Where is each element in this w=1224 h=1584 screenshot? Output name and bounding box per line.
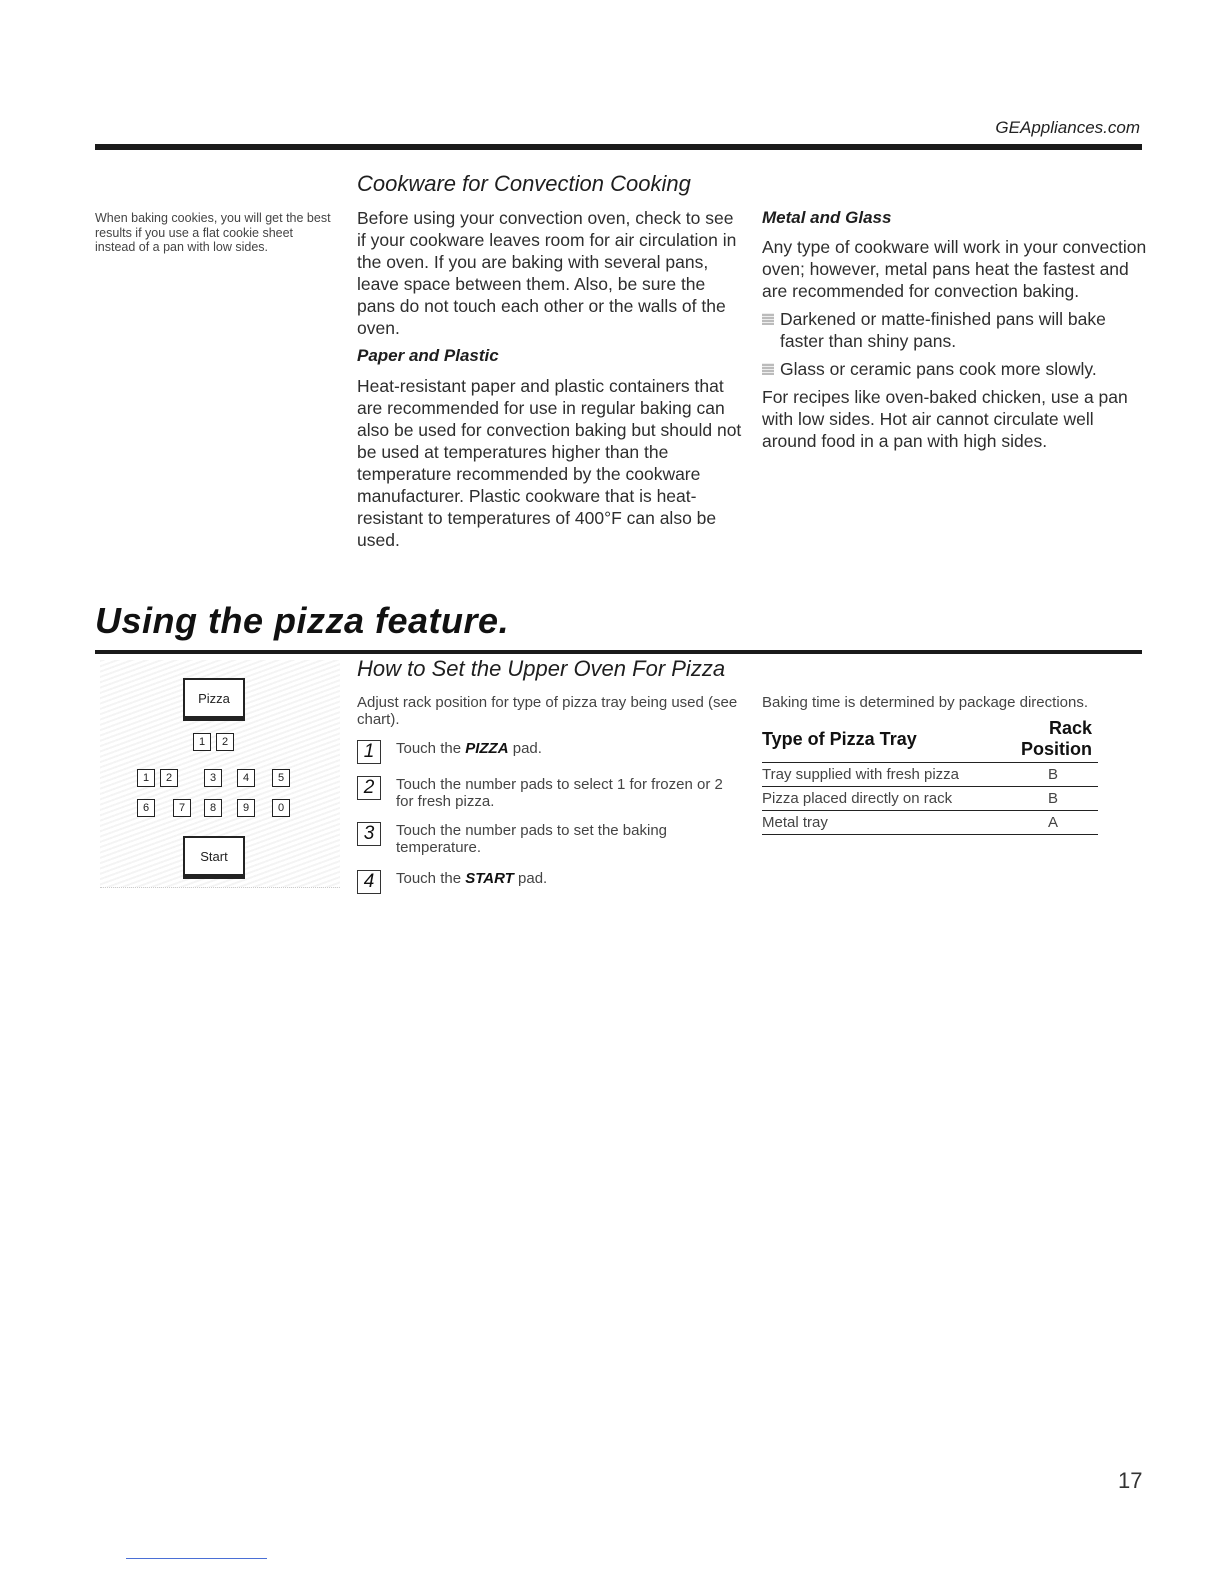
bullet-icon (762, 363, 774, 375)
table-row (762, 787, 1098, 811)
convection-column-left (357, 207, 742, 557)
step-text: Touch the PIZZA pad. (396, 740, 542, 757)
table-cell: B (978, 763, 1098, 787)
number-pad[interactable]: 5 (272, 769, 290, 787)
bullet-icon (762, 313, 774, 325)
step-4 (357, 870, 742, 894)
control-panel-illustration (100, 660, 340, 888)
number-pad[interactable]: 0 (272, 799, 290, 817)
number-pad[interactable]: 1 (137, 769, 155, 787)
section-title-pizza: How to Set the Upper Oven For Pizza (357, 656, 726, 681)
number-pad[interactable]: 2 (216, 733, 234, 751)
table-cell: B (978, 787, 1098, 811)
step-1 (357, 740, 742, 764)
page-number: 17 (1118, 1468, 1143, 1493)
step-text: Touch the number pads to select 1 for frozen or 2 for fresh pizza. (396, 776, 723, 810)
table-cell: Pizza placed directly on rack (762, 787, 978, 811)
baking-time-note: Baking time is determined by package directions. (762, 694, 1089, 711)
page-title: Using the pizza feature. (95, 600, 510, 641)
pizza-intro: Adjust rack position for type of pizza tray being used (see chart). (357, 694, 738, 728)
metal-glass-heading: Metal and Glass (762, 208, 892, 227)
paper-plastic-text: Heat-resistant paper and plastic containers that are recommended for use in regular baking can also be used for convection baking but should not be used at temperatures higher than the temperature recommended by the cookware manufacturer. Plastic cookware that is heat-resistant to temperatures of 400°F can also be used. (357, 376, 742, 550)
table-row (762, 763, 1098, 787)
column-header: Type of Pizza Tray (762, 716, 978, 763)
convection-intro: Before using your convection oven, check to see if your cookware leaves room for air circulation in the oven. If you are baking with several pans, leave space between them. Also, be sure the pans do not touch each other or the walls of the oven. (357, 208, 737, 338)
number-pad[interactable]: 7 (173, 799, 191, 817)
step-2 (357, 776, 742, 810)
section-rule (95, 650, 1142, 654)
section-title-convection: Cookware for Convection Cooking (357, 171, 691, 196)
step-number: 2 (357, 776, 381, 800)
number-pad[interactable]: 9 (237, 799, 255, 817)
step-text: Touch the START pad. (396, 870, 548, 887)
metal-glass-text: Any type of cookware will work in your convection oven; however, metal pans heat the fastest and are recommended for convection baking. (762, 237, 1147, 301)
table-header-row (762, 716, 1098, 763)
step-text: Touch the number pads to set the baking temperature. (396, 822, 668, 856)
step-3 (357, 822, 742, 856)
list-item: Glass or ceramic pans cook more slowly. (762, 358, 1147, 380)
start-pad[interactable]: Start (183, 836, 245, 876)
rack-position-table (762, 716, 1098, 835)
step-number: 1 (357, 740, 381, 764)
number-pad[interactable]: 1 (193, 733, 211, 751)
header-rule (95, 144, 1142, 150)
number-pad[interactable]: 3 (204, 769, 222, 787)
number-pad[interactable]: 6 (137, 799, 155, 817)
pizza-pad[interactable]: Pizza (183, 678, 245, 718)
table-row (762, 811, 1098, 835)
step-number: 3 (357, 822, 381, 846)
convection-column-right (762, 207, 1147, 458)
footer-divider (126, 1558, 267, 1559)
table-cell: Tray supplied with fresh pizza (762, 763, 978, 787)
column-header: Rack Position (978, 716, 1098, 763)
number-pad[interactable]: 4 (237, 769, 255, 787)
table-cell: Metal tray (762, 811, 978, 835)
convection-closing: For recipes like oven-baked chicken, use a pan with low sides. Hot air cannot circulate well around food in a pan with high sides. (762, 387, 1128, 451)
step-number: 4 (357, 870, 381, 894)
sidenote: When baking cookies, you will get the best results if you use a flat cookie sheet instead of a pan with low sides. (95, 211, 331, 254)
table-cell: A (978, 811, 1098, 835)
number-pad[interactable]: 8 (204, 799, 222, 817)
number-pad[interactable]: 2 (160, 769, 178, 787)
site-url: GEAppliances.com (995, 118, 1140, 137)
list-item: Darkened or matte-finished pans will bake faster than shiny pans. (762, 308, 1147, 352)
paper-plastic-heading: Paper and Plastic (357, 346, 499, 365)
